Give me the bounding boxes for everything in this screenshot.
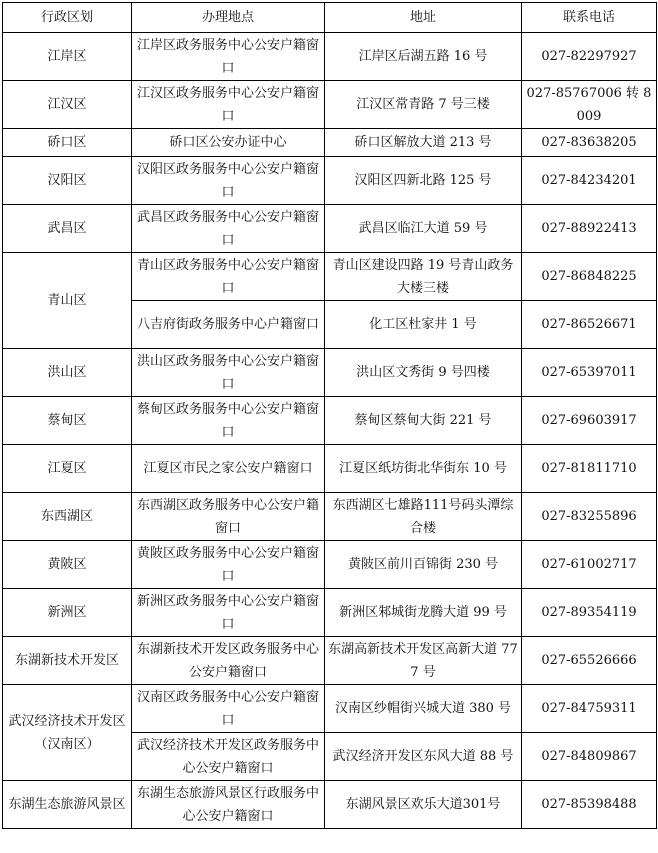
address-cell: 青山区建设四路 19 号青山政务大楼三楼 [325, 253, 522, 301]
district-cell: 青山区 [3, 253, 132, 349]
district-cell: 江夏区 [3, 445, 132, 493]
phone-cell: 027-81811710 [522, 445, 657, 493]
district-cell: 江汉区 [3, 81, 132, 129]
place-cell: 硚口区公安办证中心 [132, 129, 325, 157]
place-cell: 洪山区政务服务中心公安户籍窗口 [132, 349, 325, 397]
table-row [3, 205, 657, 253]
header-place: 办理地点 [132, 3, 325, 33]
district-cell: 江岸区 [3, 33, 132, 81]
phone-cell: 027-89354119 [522, 589, 657, 637]
place-cell: 东湖新技术开发区政务服务中心公安户籍窗口 [132, 637, 325, 685]
address-cell: 东湖高新技术开发区高新大道 777 号 [325, 637, 522, 685]
phone-cell: 027-83255896 [522, 493, 657, 541]
place-cell: 八吉府街政务服务中心户籍窗口 [132, 301, 325, 349]
address-cell: 武汉经济开发区东风大道 88 号 [325, 733, 522, 781]
table-row [3, 253, 657, 301]
phone-cell: 027-86848225 [522, 253, 657, 301]
address-cell: 江夏区纸坊街北华街东 10 号 [325, 445, 522, 493]
district-cell: 东湖新技术开发区 [3, 637, 132, 685]
table-row [3, 81, 657, 129]
address-cell: 东湖风景区欢乐大道301号 [325, 781, 522, 829]
phone-cell: 027-65526666 [522, 637, 657, 685]
phone-cell: 027-83638205 [522, 129, 657, 157]
table-row [3, 445, 657, 493]
phone-cell: 027-82297927 [522, 33, 657, 81]
place-cell: 黄陂区政务服务中心公安户籍窗口 [132, 541, 325, 589]
phone-cell: 027-85398488 [522, 781, 657, 829]
phone-cell: 027-88922413 [522, 205, 657, 253]
place-cell: 汉南区政务服务中心公安户籍窗口 [132, 685, 325, 733]
district-cell: 东湖生态旅游风景区 [3, 781, 132, 829]
address-cell: 汉阳区四新北路 125 号 [325, 157, 522, 205]
table-row [3, 685, 657, 733]
address-cell: 武昌区临江大道 59 号 [325, 205, 522, 253]
place-cell: 青山区政务服务中心公安户籍窗口 [132, 253, 325, 301]
place-cell: 蔡甸区政务服务中心公安户籍窗口 [132, 397, 325, 445]
district-cell: 武汉经济技术开发区（汉南区） [3, 685, 132, 781]
address-cell: 硚口区解放大道 213 号 [325, 129, 522, 157]
header-row [3, 3, 657, 33]
place-cell: 武昌区政务服务中心公安户籍窗口 [132, 205, 325, 253]
phone-cell: 027-85767006 转 8009 [522, 81, 657, 129]
table-row [3, 349, 657, 397]
address-cell: 洪山区文秀街 9 号四楼 [325, 349, 522, 397]
phone-cell: 027-61002717 [522, 541, 657, 589]
table-row [3, 637, 657, 685]
address-cell: 江汉区常青路 7 号三楼 [325, 81, 522, 129]
address-cell: 黄陂区前川百锦街 230 号 [325, 541, 522, 589]
place-cell: 武汉经济技术开发区政务服务中心公安户籍窗口 [132, 733, 325, 781]
address-cell: 新洲区邾城街龙腾大道 99 号 [325, 589, 522, 637]
place-cell: 江夏区市民之家公安户籍窗口 [132, 445, 325, 493]
table-row [3, 781, 657, 829]
table-row [3, 33, 657, 81]
table-row [3, 129, 657, 157]
table-row [3, 589, 657, 637]
address-cell: 蔡甸区蔡甸大街 221 号 [325, 397, 522, 445]
address-cell: 汉南区纱帽街兴城大道 380 号 [325, 685, 522, 733]
place-cell: 东湖生态旅游风景区行政服务中心公安户籍窗口 [132, 781, 325, 829]
district-cell: 汉阳区 [3, 157, 132, 205]
header-phone: 联系电话 [522, 3, 657, 33]
district-cell: 蔡甸区 [3, 397, 132, 445]
place-cell: 东西湖区政务服务中心公安户籍窗口 [132, 493, 325, 541]
registration-offices-table [2, 2, 657, 829]
district-cell: 东西湖区 [3, 493, 132, 541]
table-row [3, 397, 657, 445]
table-row [3, 493, 657, 541]
district-cell: 武昌区 [3, 205, 132, 253]
phone-cell: 027-84809867 [522, 733, 657, 781]
address-cell: 化工区杜家井 1 号 [325, 301, 522, 349]
phone-cell: 027-84759311 [522, 685, 657, 733]
header-address: 地址 [325, 3, 522, 33]
district-cell: 硚口区 [3, 129, 132, 157]
place-cell: 新洲区政务服务中心公安户籍窗口 [132, 589, 325, 637]
district-cell: 新洲区 [3, 589, 132, 637]
district-cell: 洪山区 [3, 349, 132, 397]
address-cell: 江岸区后湖五路 16 号 [325, 33, 522, 81]
header-district: 行政区划 [3, 3, 132, 33]
phone-cell: 027-86526671 [522, 301, 657, 349]
table-row [3, 541, 657, 589]
district-cell: 黄陂区 [3, 541, 132, 589]
place-cell: 江岸区政务服务中心公安户籍窗口 [132, 33, 325, 81]
place-cell: 江汉区政务服务中心公安户籍窗口 [132, 81, 325, 129]
phone-cell: 027-84234201 [522, 157, 657, 205]
table-row [3, 157, 657, 205]
phone-cell: 027-69603917 [522, 397, 657, 445]
place-cell: 汉阳区政务服务中心公安户籍窗口 [132, 157, 325, 205]
address-cell: 东西湖区七雄路111号码头潭综合楼 [325, 493, 522, 541]
phone-cell: 027-65397011 [522, 349, 657, 397]
